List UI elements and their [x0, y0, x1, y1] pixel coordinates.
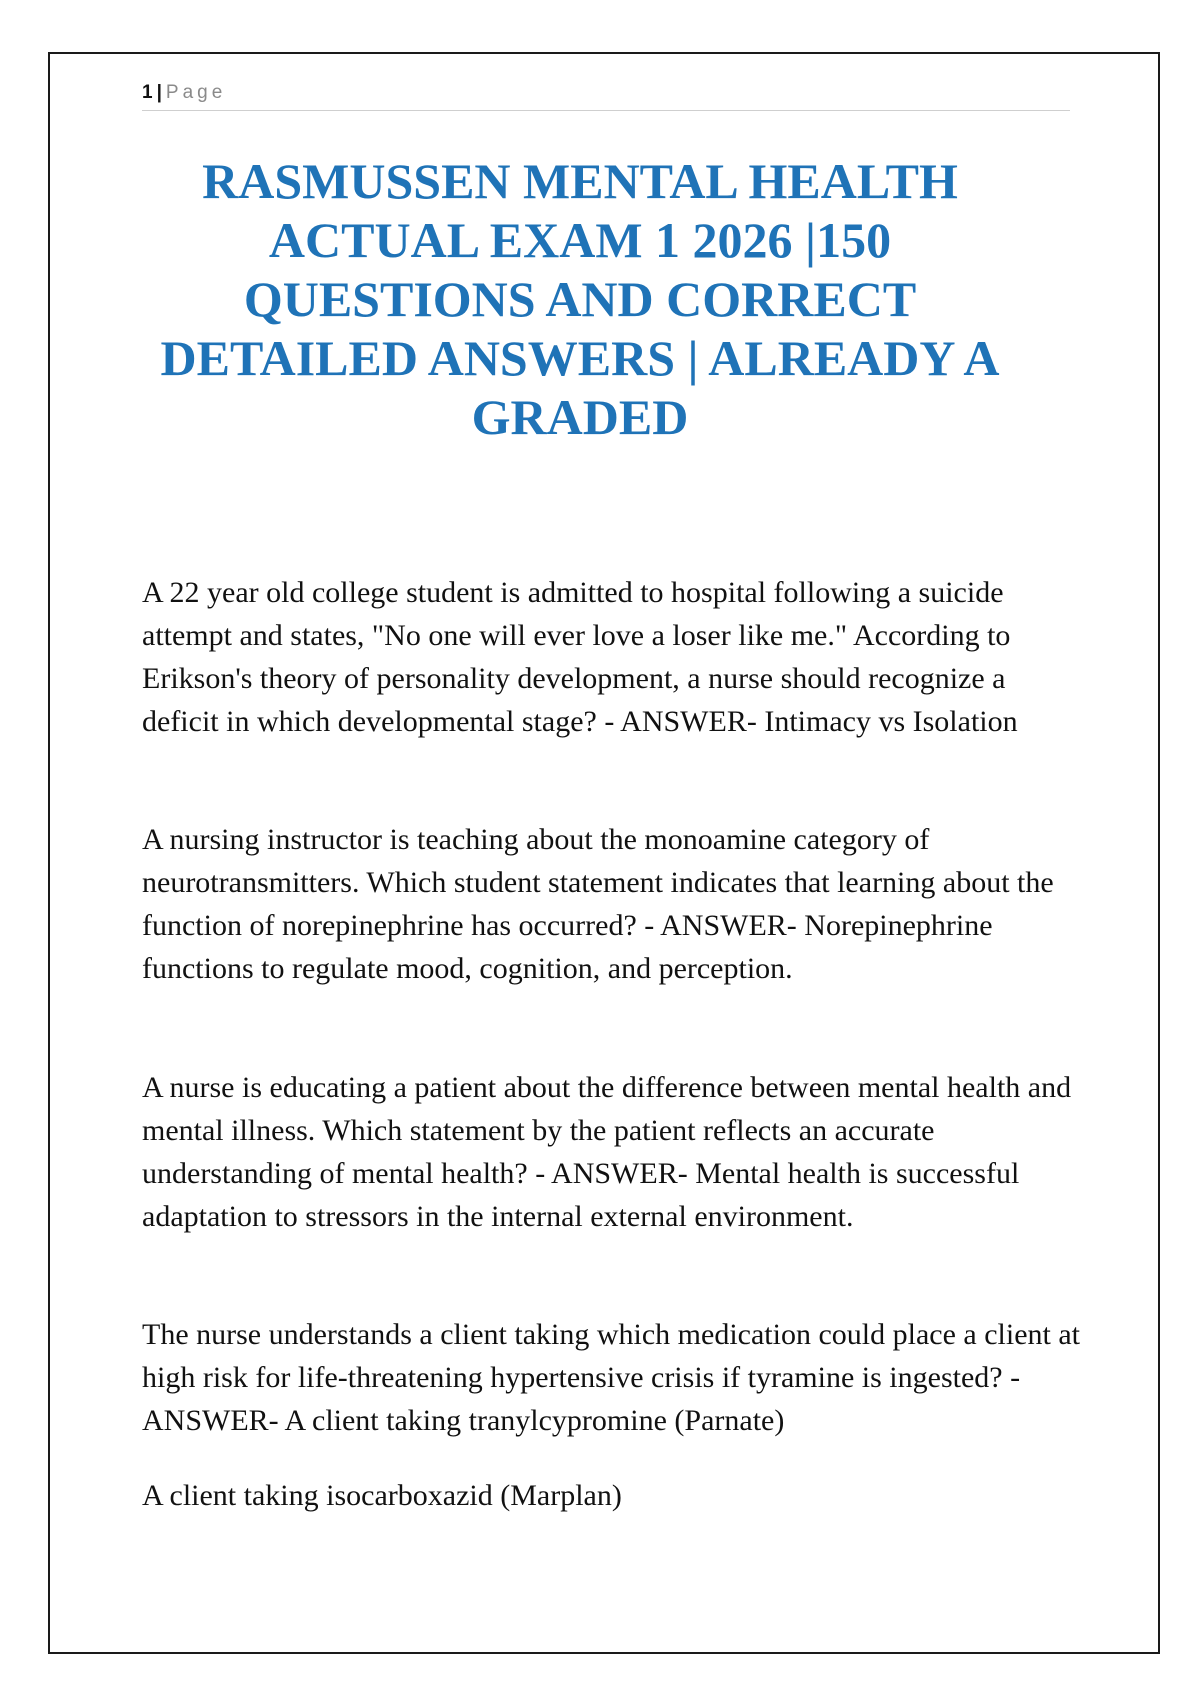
question-3: A nurse is educating a patient about the difference between mental health and mental illness. Which statement by the patient reflects an accurate understanding of mental health? - ANSWER- Mental health is successful adaptation to stressors in the internal external environment. [142, 1071, 1072, 1233]
document-title: RASMUSSEN MENTAL HEALTH ACTUAL EXAM 1 2026 |150 QUESTIONS AND CORRECT DETAILED ANSWERS | ALREADY A GRADED [160, 153, 1000, 445]
page-header [142, 80, 1070, 111]
question-4: The nurse understands a client taking which medication could place a client at high risk for life-threatening hypertensive crisis if tyramine is ingested? - ANSWER- A client taking tranylcypromine (Parnate) [142, 1318, 1080, 1437]
header-separator: | [156, 82, 162, 103]
question-2: A nursing instructor is teaching about the monoamine category of neurotransmitters. Which student statement indicates that learning about the function of norepinephrine has occurred? - ANSWER- Norepinephrine functions to regulate mood, cognition, and perception. [142, 823, 1054, 985]
page-label: Page [165, 82, 227, 103]
page-number: 1 [142, 82, 153, 103]
question-1: A 22 year old college student is admitted to hospital following a suicide attempt and states, "No one will ever love a loser like me." According to Erikson's theory of personality development, a nurse should recognize a deficit in which developmental stage? - ANSWER- Intimacy vs Isolation [142, 576, 1018, 738]
question-4-additional-answer: A client taking isocarboxazid (Marplan) [142, 1479, 622, 1512]
